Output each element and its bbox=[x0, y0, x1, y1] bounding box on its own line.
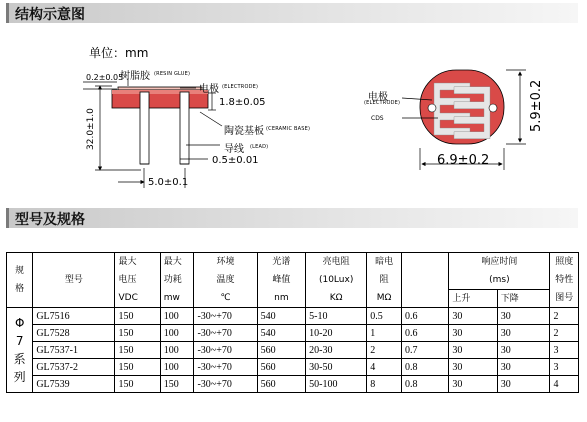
cell-nm: 540 bbox=[257, 308, 305, 325]
cell-mohm: 2 bbox=[367, 342, 402, 359]
cell-kohm: 30-50 bbox=[306, 359, 367, 376]
header-dark-resistance: 暗电 阻 MΩ bbox=[367, 253, 402, 308]
cell-temp: -30~+70 bbox=[194, 308, 257, 325]
cell-mw: 100 bbox=[160, 308, 194, 325]
header-fall: 下降 bbox=[497, 290, 550, 308]
cell-fall: 30 bbox=[497, 308, 550, 325]
electrode-label: 电极 bbox=[199, 84, 219, 95]
cell-kohm: 10-20 bbox=[306, 325, 367, 342]
lead-left bbox=[140, 92, 149, 164]
cell-fall: 30 bbox=[497, 359, 550, 376]
structure-diagram bbox=[0, 0, 587, 208]
cell-rise: 30 bbox=[449, 359, 497, 376]
dim-resin-thickness: 0.2±0.05 bbox=[86, 73, 124, 82]
dim-height: 5.9±0.2 bbox=[529, 79, 544, 132]
resin-glue-layer bbox=[118, 87, 202, 90]
cell-nm: 560 bbox=[257, 376, 305, 393]
lead-label-en: (LEAD) bbox=[250, 144, 269, 150]
dim-ceramic-thickness: 1.8±0.05 bbox=[219, 97, 266, 108]
table-row bbox=[7, 308, 579, 325]
header-spec: 规 格 bbox=[7, 253, 33, 308]
cell-vdc: 150 bbox=[115, 376, 160, 393]
header-rise: 上升 bbox=[449, 290, 497, 308]
cell-kohm: 5-10 bbox=[306, 308, 367, 325]
top-view bbox=[420, 70, 504, 144]
cell-model: GL7516 bbox=[33, 308, 115, 325]
cell-vdc: 150 bbox=[115, 325, 160, 342]
cell-fig: 3 bbox=[550, 342, 579, 359]
cell-mohm: 8 bbox=[367, 376, 402, 393]
top-electrode-label-en: (ELECTRODE) bbox=[364, 100, 401, 106]
section-title-models: 型号及规格 bbox=[15, 212, 85, 228]
section-header-models bbox=[6, 208, 578, 228]
table-row bbox=[7, 376, 579, 393]
cell-vdc: 150 bbox=[115, 359, 160, 376]
cell-rise: 30 bbox=[449, 342, 497, 359]
lead-hole-left bbox=[428, 104, 436, 112]
cell-mohm: 0.5 bbox=[367, 308, 402, 325]
cell-fall: 30 bbox=[497, 325, 550, 342]
cell-rise: 30 bbox=[449, 308, 497, 325]
cell-kohm: 20-30 bbox=[306, 342, 367, 359]
cell-mw: 100 bbox=[160, 359, 194, 376]
cell-fig: 4 bbox=[550, 376, 579, 393]
cell-rise: 30 bbox=[449, 325, 497, 342]
resin-glue-label: 树脂胶 bbox=[120, 71, 150, 82]
cell-nm: 560 bbox=[257, 342, 305, 359]
header-max-power: 最大 功耗 mw bbox=[160, 253, 194, 308]
cell-temp: -30~+70 bbox=[194, 325, 257, 342]
cell-nm: 540 bbox=[257, 325, 305, 342]
cds-label: CDS bbox=[371, 115, 384, 122]
side-view bbox=[112, 87, 208, 164]
header-illuminance: 照度 特性 图号 bbox=[550, 253, 579, 308]
header-row bbox=[7, 253, 579, 290]
dim-width: 6.9±0.2 bbox=[437, 153, 490, 168]
cell-temp: -30~+70 bbox=[194, 359, 257, 376]
cell-model: GL7537-1 bbox=[33, 342, 115, 359]
ceramic-base-label: 陶瓷基板 bbox=[224, 126, 264, 137]
table-row bbox=[7, 359, 579, 376]
table-row bbox=[7, 325, 579, 342]
cell-mohm: 1 bbox=[367, 325, 402, 342]
cell-gamma: 0.7 bbox=[401, 342, 448, 359]
dim-lead-diameter: 0.5±0.01 bbox=[212, 155, 259, 166]
cell-mohm: 4 bbox=[367, 359, 402, 376]
cell-temp: -30~+70 bbox=[194, 376, 257, 393]
series-label: Φ 7 系 列 bbox=[7, 308, 33, 393]
cell-temp: -30~+70 bbox=[194, 342, 257, 359]
resin-glue-label-en: (RESIN GLUE) bbox=[154, 71, 191, 77]
table-row bbox=[7, 342, 579, 359]
cell-model: GL7539 bbox=[33, 376, 115, 393]
dim-total-length: 32.0±1.0 bbox=[86, 108, 96, 150]
cell-model: GL7528 bbox=[33, 325, 115, 342]
cell-fig: 3 bbox=[550, 359, 579, 376]
spec-table bbox=[6, 252, 579, 393]
cell-rise: 30 bbox=[449, 376, 497, 393]
lead-label: 导线 bbox=[224, 144, 244, 155]
dim-lead-spacing: 5.0±0.1 bbox=[148, 177, 189, 188]
cell-vdc: 150 bbox=[115, 342, 160, 359]
header-model: 型号 bbox=[33, 253, 115, 308]
cell-fig: 2 bbox=[550, 325, 579, 342]
cell-nm: 560 bbox=[257, 359, 305, 376]
header-max-voltage: 最大 电压 VDC bbox=[115, 253, 160, 308]
cell-gamma: 0.8 bbox=[401, 359, 448, 376]
electrode-label-en: (ELECTRODE) bbox=[222, 84, 259, 90]
header-ambient-temp: 环境 温度 ℃ bbox=[194, 253, 257, 308]
cell-fall: 30 bbox=[497, 342, 550, 359]
header-spectral-peak: 光谱 峰值 nm bbox=[257, 253, 305, 308]
cell-fall: 30 bbox=[497, 376, 550, 393]
cell-gamma: 0.6 bbox=[401, 325, 448, 342]
lead-right bbox=[180, 92, 189, 164]
cell-mw: 100 bbox=[160, 325, 194, 342]
top-electrode-label: 电极 bbox=[368, 92, 388, 103]
header-light-resistance: 亮电阻 (10Lux) KΩ bbox=[306, 253, 367, 308]
lead-hole-right bbox=[489, 104, 497, 112]
cell-fig: 2 bbox=[550, 308, 579, 325]
cell-gamma: 0.6 bbox=[401, 308, 448, 325]
section-title-structure: 结构示意图 bbox=[15, 7, 85, 23]
cell-model: GL7537-2 bbox=[33, 359, 115, 376]
header-response-time: 响应时间 (ms) bbox=[449, 253, 550, 290]
header-gamma-blank bbox=[401, 253, 448, 308]
unit-label: 单位：mm bbox=[89, 46, 149, 60]
ceramic-base-label-en: (CERAMIC BASE) bbox=[266, 126, 311, 132]
cell-gamma: 0.8 bbox=[401, 376, 448, 393]
cell-mw: 100 bbox=[160, 342, 194, 359]
cell-vdc: 150 bbox=[115, 308, 160, 325]
cell-kohm: 50-100 bbox=[306, 376, 367, 393]
cell-mw: 150 bbox=[160, 376, 194, 393]
